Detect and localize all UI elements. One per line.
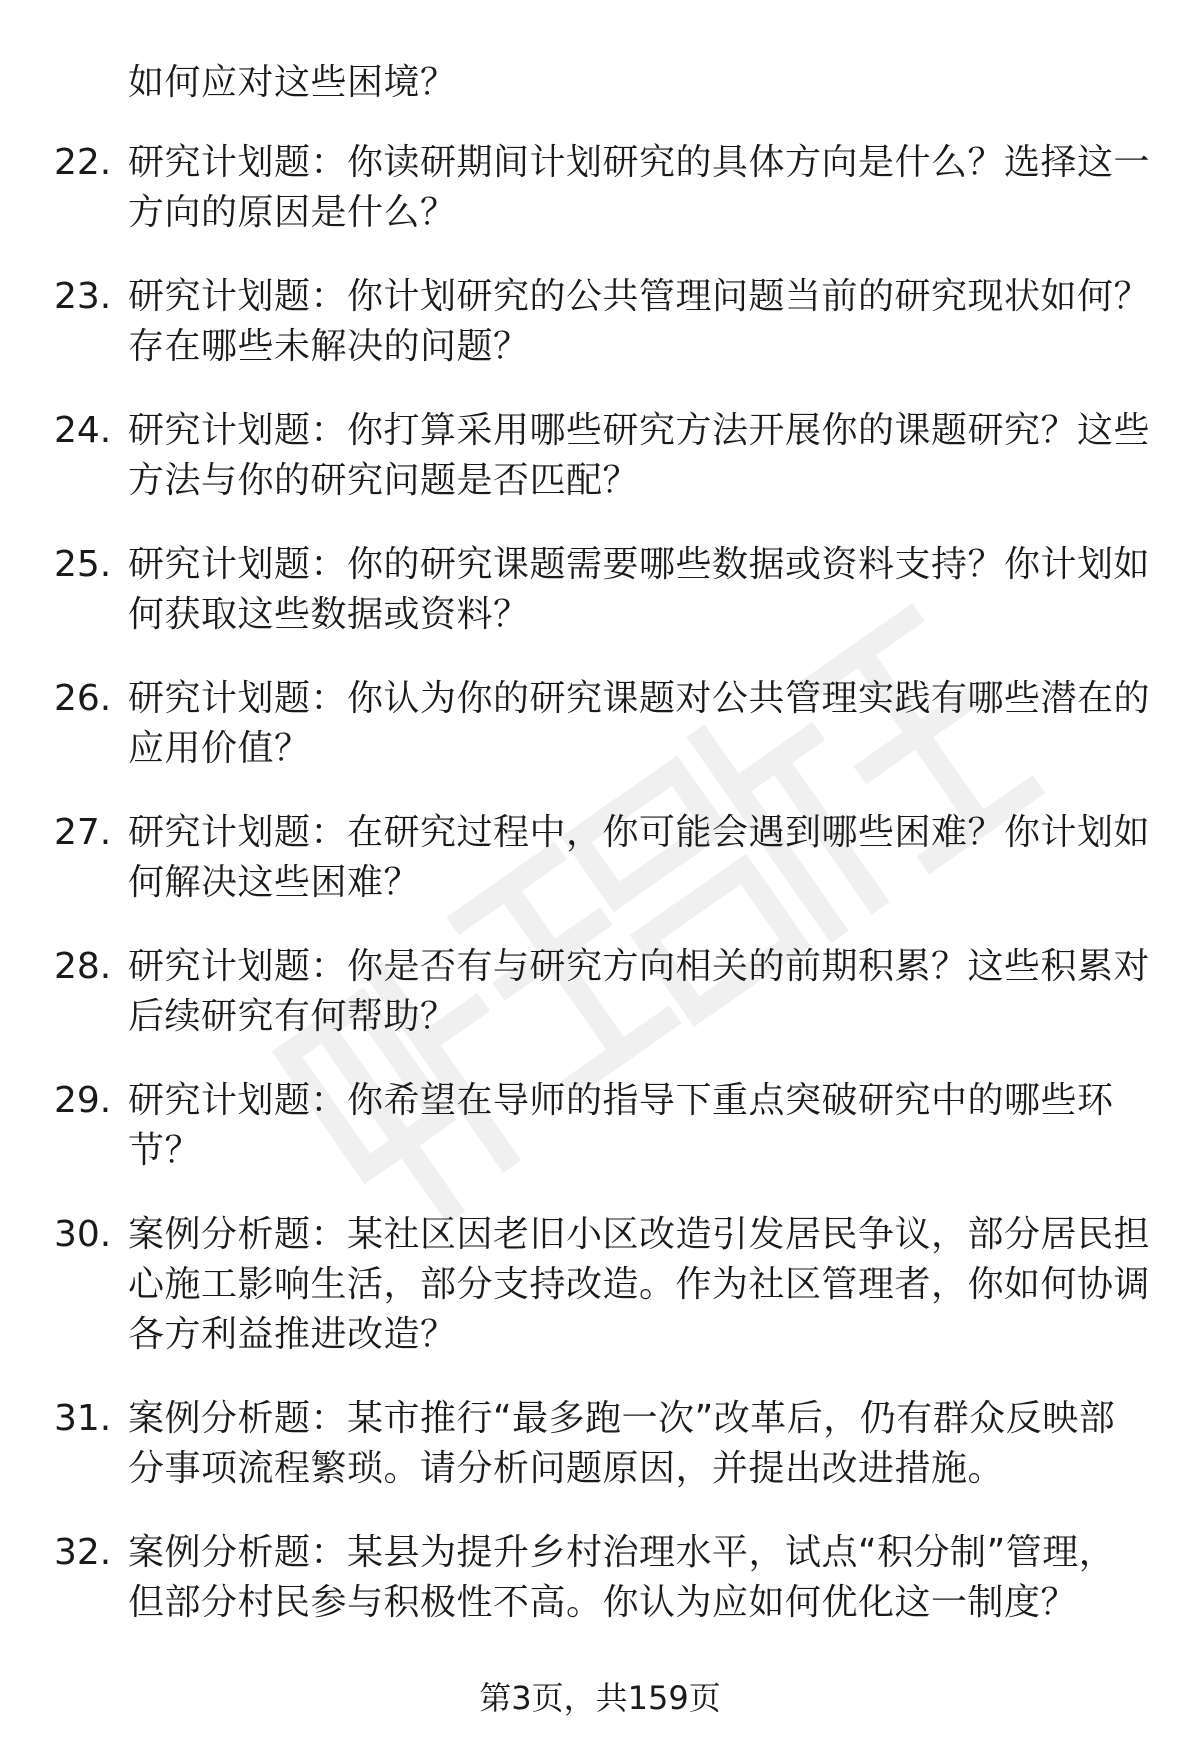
question-text-line: 案例分析题：某市推行“最多跑一次”改革后，仍有群众反映部 xyxy=(128,1398,1116,1439)
question-item xyxy=(0,1210,1200,1394)
question-number: 30. xyxy=(54,1214,112,1255)
question-number: 24. xyxy=(54,410,112,451)
question-text-line: 分事项流程繁琐。请分析问题原因，并提出改进措施。 xyxy=(128,1448,1005,1489)
question-item xyxy=(0,272,1200,406)
question-text-line: 案例分析题：某社区因老旧小区改造引发居民争议，部分居民担 xyxy=(128,1214,1151,1255)
question-number: 32. xyxy=(54,1532,112,1573)
question-number: 23. xyxy=(54,276,112,317)
page-number-footer: 第3页，共159页 xyxy=(479,1679,721,1717)
question-text-line: 后续研究有何帮助？ xyxy=(128,996,457,1037)
question-number: 27. xyxy=(54,812,112,853)
question-text-line: 研究计划题：在研究过程中，你可能会遇到哪些困难？你计划如 xyxy=(128,812,1151,853)
question-text-line: 研究计划题：你是否有与研究方向相关的前期积累？这些积累对 xyxy=(128,946,1151,987)
question-item xyxy=(0,1528,1200,1662)
question-text-line: 案例分析题：某县为提升乡村治理水平，试点“积分制”管理， xyxy=(128,1532,1116,1573)
question-number: 26. xyxy=(54,678,112,719)
question-text-line: 但部分村民参与积极性不高。你认为应如何优化这一制度？ xyxy=(128,1582,1078,1623)
question-text-line: 方向的原因是什么？ xyxy=(128,192,457,233)
question-number: 28. xyxy=(54,946,112,987)
question-text-line: 应用价值？ xyxy=(128,728,311,769)
question-text-line: 方法与你的研究问题是否匹配？ xyxy=(128,460,640,501)
question-item xyxy=(0,138,1200,272)
question-text-line: 何解决这些困难？ xyxy=(128,862,421,903)
question-number: 29. xyxy=(54,1080,112,1121)
question-item xyxy=(0,808,1200,942)
question-text-line: 研究计划题：你打算采用哪些研究方法开展你的课题研究？这些 xyxy=(128,410,1151,451)
question-item xyxy=(0,942,1200,1076)
question-text-line: 心施工影响生活，部分支持改造。作为社区管理者，你如何协调 xyxy=(128,1264,1151,1305)
question-text-line: 节？ xyxy=(128,1130,202,1171)
question-text-line: 各方利益推进改造？ xyxy=(128,1314,457,1355)
question-text-line: 研究计划题：你的研究课题需要哪些数据或资料支持？你计划如 xyxy=(128,544,1151,585)
question-text-line: 何获取这些数据或资料？ xyxy=(128,594,530,635)
question-item xyxy=(0,540,1200,674)
question-text-line: 研究计划题：你认为你的研究课题对公共管理实践有哪些潜在的 xyxy=(128,678,1151,719)
question-text-line: 研究计划题：你计划研究的公共管理问题当前的研究现状如何？ xyxy=(128,276,1151,317)
question-item xyxy=(0,1394,1200,1528)
continued-question-text: 如何应对这些困境？ xyxy=(128,62,457,103)
question-text-line: 研究计划题：你读研期间计划研究的具体方向是什么？选择这一 xyxy=(128,142,1151,183)
question-number: 31. xyxy=(54,1398,112,1439)
question-item xyxy=(0,674,1200,808)
question-number: 22. xyxy=(54,142,112,183)
question-text-line: 存在哪些未解决的问题？ xyxy=(128,326,530,367)
question-list xyxy=(0,138,1200,1662)
question-item xyxy=(0,406,1200,540)
question-text-line: 研究计划题：你希望在导师的指导下重点突破研究中的哪些环 xyxy=(128,1080,1114,1121)
question-item xyxy=(0,1076,1200,1210)
question-number: 25. xyxy=(54,544,112,585)
